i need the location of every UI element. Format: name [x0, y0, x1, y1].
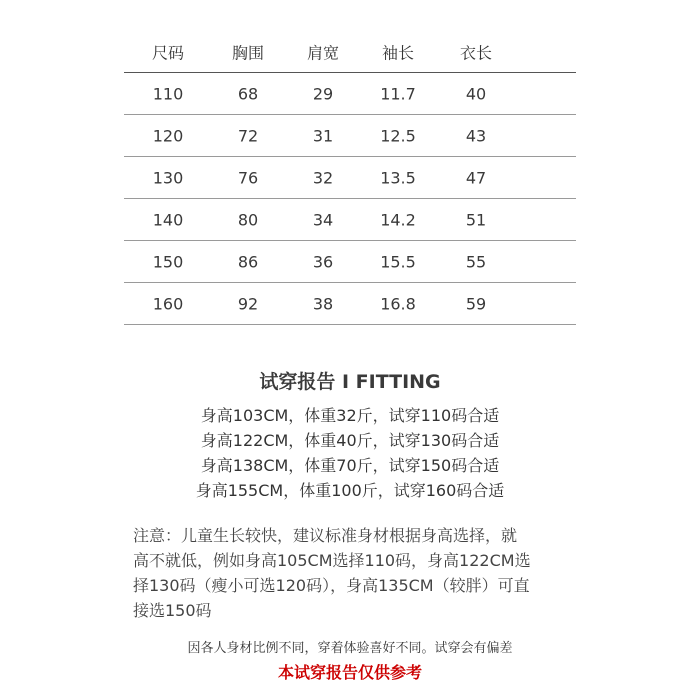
fitting-line: 身高138CM，体重70斤，试穿150码合适 — [200, 456, 500, 475]
cell-shoulder: 29 — [312, 84, 334, 103]
cell-chest: 80 — [237, 210, 259, 229]
cell-size: 150 — [152, 252, 184, 271]
cell-sleeve: 16.8 — [380, 294, 416, 313]
cell-length: 43 — [465, 126, 487, 145]
cell-size: 160 — [152, 294, 184, 313]
cell-size: 130 — [152, 168, 184, 187]
cell-chest: 92 — [237, 294, 259, 313]
cell-shoulder: 34 — [312, 210, 334, 229]
header-sleeve: 袖长 — [381, 43, 415, 63]
cell-length: 47 — [465, 168, 487, 187]
note-line: 接选150码 — [133, 601, 212, 620]
header-shoulder: 肩宽 — [306, 43, 340, 63]
cell-shoulder: 38 — [312, 294, 334, 313]
header-size: 尺码 — [151, 43, 185, 63]
cell-shoulder: 31 — [312, 126, 334, 145]
cell-chest: 68 — [237, 84, 259, 103]
cell-length: 59 — [465, 294, 487, 313]
cell-chest: 72 — [237, 126, 259, 145]
cell-length: 55 — [465, 252, 487, 271]
fitting-line: 身高122CM，体重40斤，试穿130码合适 — [200, 431, 500, 450]
cell-sleeve: 15.5 — [380, 252, 416, 271]
fitting-line: 身高155CM，体重100斤，试穿160码合适 — [195, 481, 505, 500]
cell-shoulder: 32 — [312, 168, 334, 187]
table-row — [124, 199, 576, 241]
header-length: 衣长 — [459, 43, 493, 63]
cell-size: 140 — [152, 210, 184, 229]
cell-sleeve: 14.2 — [380, 210, 416, 229]
table-row — [124, 115, 576, 157]
reference-only-notice: 本试穿报告仅供参考 — [277, 663, 422, 682]
fitting-report-title: 试穿报告 I FITTING — [259, 371, 441, 393]
fit-disclaimer: 因各人身材比例不同，穿着体验喜好不同。试穿会有偏差 — [187, 641, 513, 656]
cell-chest: 76 — [237, 168, 259, 187]
table-row — [124, 73, 576, 115]
note-line: 择130码（瘦小可选120码），身高135CM（较胖）可直 — [133, 576, 530, 595]
cell-length: 51 — [465, 210, 487, 229]
note-line: 高不就低，例如身高105CM选择110码，身高122CM选 — [133, 551, 531, 570]
size-table-header — [124, 32, 576, 73]
table-row — [124, 241, 576, 283]
cell-sleeve: 12.5 — [380, 126, 416, 145]
note-line: 注意：儿童生长较快，建议标准身材根据身高选择，就 — [133, 526, 518, 545]
fitting-report-list — [0, 403, 700, 503]
fitting-line: 身高103CM，体重32斤，试穿110码合适 — [200, 406, 500, 425]
cell-size: 110 — [152, 84, 184, 103]
cell-length: 40 — [465, 84, 487, 103]
cell-sleeve: 13.5 — [380, 168, 416, 187]
table-row — [124, 283, 576, 325]
table-row — [124, 157, 576, 199]
cell-size: 120 — [152, 126, 184, 145]
cell-chest: 86 — [237, 252, 259, 271]
header-chest: 胸围 — [231, 43, 265, 63]
cell-shoulder: 36 — [312, 252, 334, 271]
size-advice-note — [133, 523, 579, 623]
cell-sleeve: 11.7 — [380, 84, 416, 103]
size-table — [124, 32, 576, 325]
